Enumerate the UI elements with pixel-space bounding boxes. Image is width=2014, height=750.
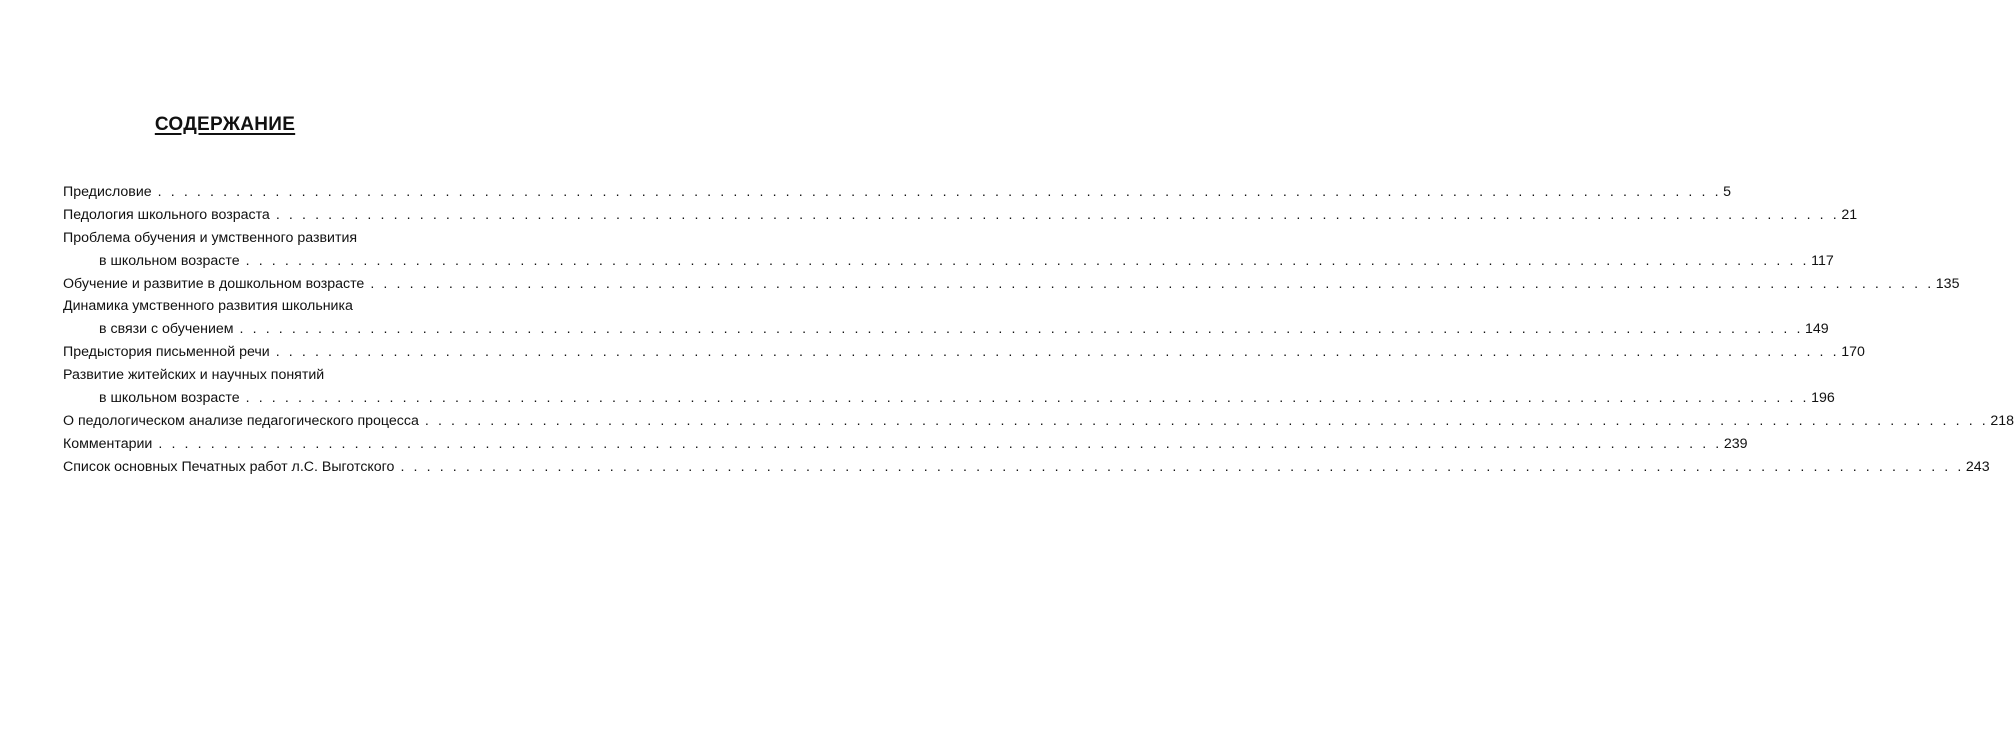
toc-entry (63, 341, 1865, 364)
toc-leader-dots: . . . . . . . . . . . . . . . . . . . . . . . . . . . . . . . . . . . . . . . . . . . . . . . . . . . . . . . . . . . . . . . . . . . . . . . . . . . . . . . . . . . . . . . . . . . . . . . . . . . . . . . . . . . . . . . . . . . . . . . . (275, 206, 1840, 223)
toc-entry-title: Комментарии (63, 435, 153, 452)
toc-entry (63, 227, 1834, 273)
toc-leader-dots: . . . . . . . . . . . . . . . . . . . . . . . . . . . . . . . . . . . . . . . . . . . . . . . . . . . . . . . . . . . . . . . . . . . . . . . . . . . . . . . . . . . . . . . . . . . . . . . . . . . . . . . . . . . . . . . . . . . . . . . . (239, 321, 1804, 338)
toc-entry-title: Динамика умственного развития школьника (63, 298, 353, 315)
toc-page-number: 196 (1811, 390, 1835, 407)
toc-entry-continuation-line (63, 250, 1834, 273)
toc-page-number: 5 (1723, 184, 1732, 200)
toc-page-number: 135 (1935, 275, 1960, 292)
toc-entry-line (63, 181, 1732, 204)
toc-leader-dots: . . . . . . . . . . . . . . . . . . . . . . . . . . . . . . . . . . . . . . . . . . . . . . . . . . . . . . . . . . . . . . . . . . . . . . . . . . . . . . . . . . . . . . . . . . . . . . . . . . . . . . . . . . . . . . . . . . . . . . . . (370, 275, 1934, 292)
toc-entry (63, 410, 2014, 433)
toc-entry (63, 273, 1960, 296)
toc-entry (63, 204, 1858, 227)
toc-leader-dots: . . . . . . . . . . . . . . . . . . . . . . . . . . . . . . . . . . . . . . . . . . . . . . . . . . . . . . . . . . . . . . . . . . . . . . . . . . . . . . . . . . . . . . . . . . . . . . . . . . . . . . . . . . . . . . . . . . . . . . . . (157, 184, 1722, 200)
toc-entry-title: Проблема обучения и умственного развития (63, 229, 358, 246)
toc-entry-line (63, 364, 515, 387)
toc-entry (63, 181, 1732, 204)
toc-entry-continuation-line (63, 387, 1835, 410)
toc-page-number: 239 (1723, 435, 1748, 452)
toc-leader-dots: . . . . . . . . . . . . . . . . . . . . . . . . . . . . . . . . . . . . . . . . . . . . . . . . . . . . . . . . . . . . . . . . . . . . . . . . . . . . . . . . . . . . . . . . . . . . . . . . . . . . . . . . . . . . . . . . . . . . . . . . (400, 458, 1964, 475)
toc-entry-line (63, 433, 1748, 456)
toc-entry-title: Развитие житейских и научных понятий (63, 367, 325, 384)
toc-entry-title: Обучение и развитие в дошкольном возрасте (63, 275, 365, 292)
toc-entry-title: О педологическом анализе педагогического процесса (63, 412, 419, 429)
toc-entry (63, 295, 1829, 341)
toc-entry-title: Список основных Печатных работ л.С. Выготского (63, 458, 395, 475)
toc-leader-dots: . . . . . . . . . . . . . . . . . . . . . . . . . . . . . . . . . . . . . . . . . . . . . . . . . . . . . . . . . . . . . . . . . . . . . . . . . . . . . . . . . . . . . . . . . . . . . . . . . . . . . . . . . . . . . . . . . . . . . . . . (245, 252, 1810, 269)
toc-entry (63, 456, 1990, 479)
toc-entry (63, 433, 1748, 456)
toc-page-number: 117 (1811, 252, 1834, 269)
toc-leader-dots: . . . . . . . . . . . . . . . . . . . . . . . . . . . . . . . . . . . . . . . . . . . . . . . . . . . . . . . . . . . . . . . . . . . . . . . . . . . . . . . . . . . . . . . . . . . . . . . . . . . . . . . . . . . . . . . . . . . . . . . . (158, 435, 1722, 452)
toc-entry-title: Педология школьного возраста (63, 206, 270, 223)
toc-entry-line (63, 341, 1865, 364)
table-of-contents (63, 181, 2014, 479)
toc-entry-line (63, 227, 515, 250)
toc-entry-line (63, 204, 1858, 227)
toc-leader-dots: . . . . . . . . . . . . . . . . . . . . . . . . . . . . . . . . . . . . . . . . . . . . . . . . . . . . . . . . . . . . . . . . . . . . . . . . . . . . . . . . . . . . . . . . . . . . . . . . . . . . . . . . . . . . . . . . . . . . . . . . (424, 412, 1989, 429)
toc-entry-title: Предисловие (63, 184, 152, 200)
page-title: СОДЕРЖАНИЕ (154, 114, 296, 135)
toc-entry-line (63, 456, 1990, 479)
toc-page-number: 243 (1965, 458, 1990, 475)
toc-entry (63, 364, 1835, 410)
toc-leader-dots: . . . . . . . . . . . . . . . . . . . . . . . . . . . . . . . . . . . . . . . . . . . . . . . . . . . . . . . . . . . . . . . . . . . . . . . . . . . . . . . . . . . . . . . . . . . . . . . . . . . . . . . . . . . . . . . . . . . . . . . . (275, 344, 1840, 361)
toc-entry-line (63, 295, 515, 318)
toc-entry-line (63, 273, 1960, 296)
toc-entry-title: в связи с обучением (99, 321, 234, 338)
toc-leader-dots: . . . . . . . . . . . . . . . . . . . . . . . . . . . . . . . . . . . . . . . . . . . . . . . . . . . . . . . . . . . . . . . . . . . . . . . . . . . . . . . . . . . . . . . . . . . . . . . . . . . . . . . . . . . . . . . . . . . . . . . . (245, 390, 1810, 407)
toc-entry-continuation-line (63, 318, 1829, 341)
toc-page-number: 149 (1805, 321, 1829, 338)
toc-page-number: 21 (1841, 206, 1858, 223)
toc-entry-title: в школьном возрасте (99, 390, 240, 407)
toc-page-number: 170 (1841, 344, 1865, 361)
toc-page-number: 218 (1990, 412, 2014, 429)
toc-entry-title: в школьном возрасте (99, 252, 240, 269)
toc-entry-line (63, 410, 2014, 433)
toc-entry-title: Предыстория письменной речи (63, 344, 270, 361)
